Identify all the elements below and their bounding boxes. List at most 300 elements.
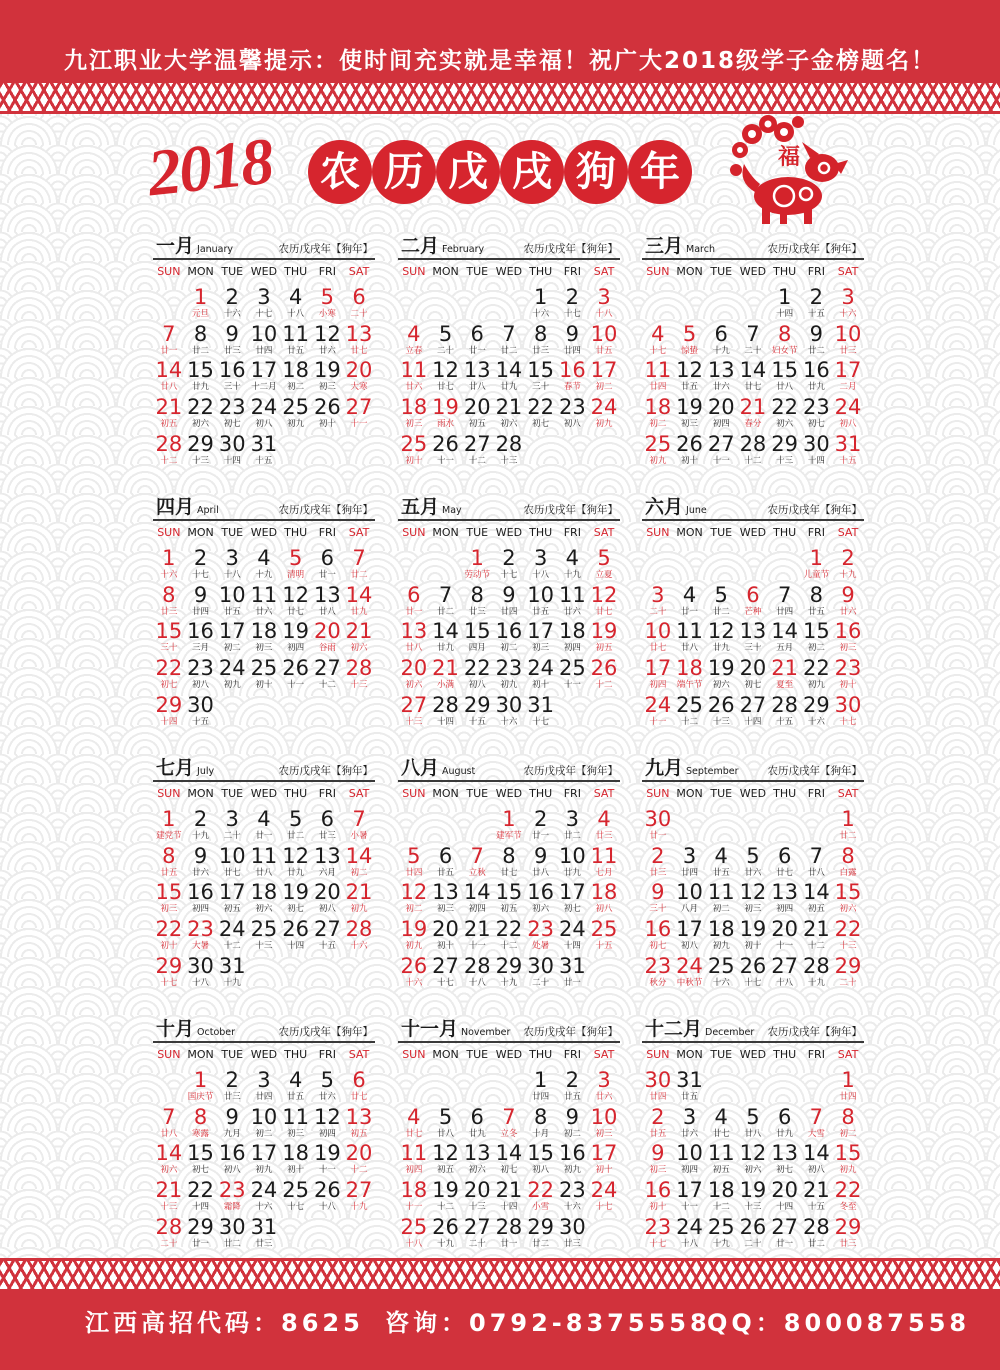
weekday-label: SUN	[157, 1048, 181, 1061]
lunar-date-label: 廿五	[681, 1092, 699, 1102]
day-number: 17	[590, 358, 618, 383]
day-number: 16	[802, 358, 830, 383]
month-name-cn: 十一月	[401, 1018, 459, 1040]
day-number: 15	[771, 358, 798, 383]
day-number: 7	[809, 1104, 824, 1129]
lunar-date-label: 霜降	[223, 1202, 241, 1213]
lunar-date-label: 初七	[776, 1165, 794, 1176]
day-number: 1	[533, 285, 548, 309]
lunar-date-label: 廿九	[712, 643, 730, 654]
day-number: 4	[407, 1104, 421, 1129]
day-number: 18	[400, 395, 428, 420]
month-name-en: July	[197, 766, 215, 777]
day-number: 11	[558, 582, 586, 607]
day-number: 17	[676, 1178, 703, 1203]
day-number: 27	[463, 431, 491, 456]
day-number: 8	[470, 582, 484, 607]
day-number: 18	[282, 358, 309, 383]
lunar-date-label: 廿六	[712, 382, 730, 393]
lunar-date-label: 廿五	[595, 345, 613, 356]
month-header-rule	[153, 519, 375, 521]
lunar-date-label: 二十	[649, 606, 667, 617]
day-number: 6	[320, 546, 335, 570]
day-number: 5	[407, 843, 421, 868]
lunar-date-label: 十五	[807, 309, 825, 319]
weekday-label: SAT	[348, 526, 370, 539]
lunar-year-label: 农历戊戌年【狗年】	[523, 765, 618, 777]
month-name-cn: 四月	[156, 496, 195, 518]
lunar-date-label: 十九	[712, 1238, 730, 1249]
weekday-label: TUE	[466, 526, 489, 539]
lunar-date-label: 廿二	[437, 606, 455, 617]
lunar-date-label: 小暑	[350, 831, 368, 841]
lunar-date-label: 十六	[807, 716, 825, 727]
day-number: 22	[834, 917, 862, 942]
day-number: 12	[400, 880, 428, 905]
day-number: 30	[187, 953, 214, 978]
weekday-label: WED	[739, 265, 767, 278]
weekday-label: THU	[773, 1048, 797, 1061]
day-number: 23	[802, 395, 830, 420]
lunar-date-label: 十五	[776, 716, 794, 727]
day-number: 20	[313, 619, 341, 644]
lunar-date-label: 廿八	[255, 867, 273, 878]
day-number: 11	[282, 1104, 309, 1129]
lunar-date-label: 初九	[287, 419, 305, 430]
lunar-date-label: 初九	[563, 1165, 581, 1176]
lunar-date-label: 廿七	[350, 345, 368, 356]
weekday-label: SUN	[157, 526, 181, 539]
lunar-date-label: 廿二	[839, 831, 857, 841]
day-number: 17	[590, 1141, 618, 1166]
day-number: 13	[345, 1104, 373, 1129]
lunar-date-label: 立冬	[500, 1128, 518, 1139]
lunar-date-label: 初五	[807, 904, 825, 915]
lunar-date-label: 十四	[807, 455, 825, 466]
lunar-date-label: 十八	[681, 1238, 699, 1249]
month-header	[153, 1018, 375, 1040]
weekday-label: THU	[284, 1048, 308, 1061]
month-header-rule	[398, 258, 620, 260]
lunar-date-label: 十一	[681, 1202, 699, 1213]
month-header-rule	[642, 258, 864, 260]
day-number: 6	[407, 582, 421, 607]
lunar-date-label: 初八	[839, 419, 857, 430]
day-number: 16	[187, 880, 214, 905]
lunar-date-label: 十四	[223, 455, 241, 466]
footer-qq: QQ：800087558	[707, 1309, 971, 1337]
lunar-date-label: 廿六	[192, 867, 210, 878]
day-number: 3	[565, 807, 580, 831]
day-number: 18	[707, 917, 735, 942]
weekday-label: SUN	[646, 787, 670, 800]
day-number: 14	[739, 358, 767, 383]
weekday-label: THU	[529, 265, 553, 278]
day-number: 29	[834, 953, 862, 978]
lunar-date-label: 廿七	[649, 643, 667, 654]
weekday-label: TUE	[466, 787, 489, 800]
lunar-date-label: 二月	[839, 382, 857, 393]
month-name-en: February	[442, 244, 485, 255]
day-number: 18	[676, 656, 703, 681]
lunar-date-label: 四月	[468, 643, 486, 654]
day-number: 13	[771, 1141, 798, 1166]
lunar-date-label: 廿七	[712, 1128, 730, 1139]
weekday-label: TUE	[466, 265, 489, 278]
day-number: 2	[533, 807, 548, 831]
lunar-date-label: 三十	[649, 904, 667, 915]
day-number: 7	[777, 582, 792, 607]
weekday-label: THU	[773, 526, 797, 539]
title-char-circle: 狗	[564, 140, 628, 204]
day-number: 1	[502, 807, 516, 831]
day-number: 28	[155, 431, 183, 456]
weekday-label: THU	[529, 1048, 553, 1061]
lunar-date-label: 廿三	[223, 345, 241, 356]
day-number: 8	[841, 843, 855, 868]
lunar-date-label: 初三	[318, 382, 336, 393]
lunar-date-label: 十五	[807, 1202, 825, 1213]
lunar-date-label: 清明	[287, 570, 305, 580]
day-number: 15	[495, 880, 523, 905]
day-number: 25	[400, 1214, 428, 1239]
lunar-date-label: 初七	[563, 904, 581, 915]
lunar-year-label: 农历戊戌年【狗年】	[767, 243, 862, 255]
lunar-date-label: 十九	[437, 1238, 455, 1249]
day-number: 10	[558, 843, 586, 868]
lunar-date-label: 十八	[318, 1202, 336, 1213]
day-number: 1	[193, 1068, 208, 1092]
day-number: 4	[651, 321, 665, 346]
day-number: 21	[495, 1178, 523, 1203]
lunar-date-label: 初五	[223, 904, 241, 915]
weekday-label: WED	[250, 526, 278, 539]
day-number: 18	[400, 1178, 428, 1203]
day-number: 28	[771, 692, 798, 717]
month-name-cn: 六月	[645, 496, 684, 518]
day-number: 13	[463, 1141, 491, 1166]
day-number: 12	[739, 880, 767, 905]
day-number: 9	[809, 321, 824, 346]
lunar-date-label: 十八	[287, 309, 305, 319]
lunar-date-label: 十二	[223, 941, 241, 952]
day-number: 3	[682, 843, 697, 868]
day-number: 29	[463, 692, 491, 717]
day-number: 27	[345, 1178, 373, 1203]
day-number: 28	[495, 431, 523, 456]
lunar-date-label: 十八	[776, 977, 794, 988]
lunar-date-label: 初七	[807, 419, 825, 430]
day-number: 9	[193, 582, 208, 607]
day-number: 27	[707, 431, 735, 456]
day-number: 2	[565, 1068, 580, 1092]
day-number: 20	[313, 880, 341, 905]
day-number: 3	[257, 1068, 271, 1092]
day-number: 22	[802, 656, 830, 681]
lunar-year-label: 农历戊戌年【狗年】	[278, 765, 373, 777]
month-name-en: August	[442, 766, 476, 777]
day-number: 6	[320, 807, 335, 831]
lunar-date-label: 初八	[807, 1165, 825, 1176]
day-number: 6	[777, 843, 792, 868]
lunar-date-label: 十九	[223, 977, 241, 988]
day-number: 12	[739, 1141, 767, 1166]
lunar-date-label: 廿五	[287, 345, 305, 356]
lunar-date-label: 廿五	[681, 382, 699, 393]
lunar-date-label: 初十	[318, 419, 336, 430]
lunar-date-label: 十一	[287, 680, 305, 691]
lunar-date-label: 廿四	[255, 1092, 273, 1102]
month-name-en: October	[197, 1027, 236, 1038]
day-number: 11	[250, 843, 278, 868]
lunar-date-label: 初七	[500, 1165, 518, 1176]
month-block	[153, 1018, 375, 1268]
lunar-date-label: 十一	[318, 1165, 336, 1176]
lunar-date-label: 廿三	[468, 606, 486, 617]
day-number: 10	[676, 880, 703, 905]
lunar-date-label: 廿九	[192, 382, 210, 393]
lunar-date-label: 廿三	[318, 831, 336, 841]
day-number: 21	[155, 395, 183, 420]
day-number: 13	[313, 843, 341, 868]
day-number: 19	[676, 395, 703, 420]
lunar-date-label: 初八	[563, 419, 581, 430]
day-number: 25	[282, 395, 309, 420]
lunar-date-label: 十七	[255, 309, 273, 319]
lunar-date-label: 小寒	[318, 309, 336, 319]
day-number: 13	[771, 880, 798, 905]
day-number: 30	[187, 692, 214, 717]
month-header-rule	[153, 1041, 375, 1043]
day-number: 3	[597, 285, 611, 309]
day-number: 12	[313, 321, 341, 346]
weekday-label: THU	[773, 265, 797, 278]
day-number: 28	[155, 1214, 183, 1239]
lunar-date-label: 初五	[468, 419, 486, 430]
day-number: 9	[193, 843, 208, 868]
lunar-date-label: 初三	[744, 904, 762, 915]
day-number: 26	[282, 917, 309, 942]
day-number: 30	[644, 807, 672, 831]
day-number: 21	[771, 656, 798, 681]
lunar-date-label: 初九	[712, 941, 730, 952]
day-number: 9	[841, 582, 855, 607]
weekday-label: SAT	[348, 787, 370, 800]
month-name-en: September	[686, 766, 739, 777]
lunar-date-label: 十三	[744, 1202, 762, 1213]
month-name-cn: 三月	[645, 235, 684, 257]
lunar-date-label: 初二	[807, 643, 825, 654]
lunar-date-label: 廿四	[681, 867, 699, 878]
month-name-en: May	[442, 505, 462, 516]
lunar-date-label: 廿五	[287, 1092, 305, 1102]
lunar-date-label: 芒种	[744, 606, 762, 617]
weekday-label: FRI	[318, 526, 336, 539]
lunar-date-label: 初三	[437, 904, 455, 915]
day-number: 3	[597, 1068, 611, 1092]
lunar-date-label: 初二	[563, 1128, 581, 1139]
lunar-date-label: 初十	[405, 455, 423, 466]
day-number: 14	[463, 880, 491, 905]
lunar-date-label: 初五	[712, 1165, 730, 1176]
day-number: 18	[707, 1178, 735, 1203]
lunar-date-label: 十五	[595, 941, 613, 952]
weekday-label: WED	[495, 526, 523, 539]
lunar-date-label: 十八	[532, 570, 550, 580]
day-number: 21	[345, 880, 373, 905]
lunar-year-label: 农历戊戌年【狗年】	[278, 243, 373, 255]
lunar-date-label: 十九	[563, 570, 581, 580]
weekday-label: MON	[187, 1048, 214, 1061]
lunar-date-label: 初五	[350, 1128, 368, 1139]
lunar-date-label: 十三	[468, 1202, 486, 1213]
lunar-date-label: 廿七	[405, 1128, 423, 1139]
lunar-date-label: 廿二	[500, 345, 518, 356]
weekday-label: MON	[187, 265, 214, 278]
day-number: 5	[320, 285, 335, 309]
lunar-date-label: 初十	[744, 941, 762, 952]
lunar-date-label: 十八	[405, 1238, 423, 1249]
lunar-date-label: 廿一	[563, 977, 581, 988]
day-number: 8	[162, 582, 176, 607]
weekday-label: THU	[284, 265, 308, 278]
lunar-date-label: 廿七	[223, 867, 241, 878]
lunar-date-label: 三十	[532, 382, 550, 393]
day-number: 22	[771, 395, 798, 420]
lunar-date-label: 十六	[563, 1202, 581, 1213]
weekday-label: TUE	[221, 526, 244, 539]
day-number: 11	[644, 358, 672, 383]
day-number: 25	[282, 1178, 309, 1203]
lunar-date-label: 立秋	[468, 867, 486, 878]
day-number: 1	[777, 285, 792, 309]
lunar-date-label: 十一	[437, 455, 455, 466]
day-number: 21	[802, 1178, 830, 1203]
lunar-date-label: 十二月	[251, 382, 277, 393]
lunar-date-label: 廿二	[807, 1238, 825, 1249]
day-number: 24	[590, 395, 618, 420]
day-number: 27	[313, 917, 341, 942]
day-number: 7	[162, 1104, 176, 1129]
day-number: 28	[345, 917, 373, 942]
day-number: 13	[345, 321, 373, 346]
day-number: 23	[558, 1178, 586, 1203]
papercut-dog-image	[722, 112, 852, 227]
lunar-date-label: 初九	[223, 680, 241, 691]
day-number: 2	[841, 546, 855, 570]
lunar-date-label: 廿二	[223, 1238, 241, 1249]
lunar-date-label: 初七	[744, 680, 762, 691]
month-header-rule	[398, 519, 620, 521]
lunar-date-label: 十五	[318, 941, 336, 952]
day-number: 7	[438, 582, 453, 607]
title-char-circle: 戌	[500, 140, 564, 204]
day-number: 9	[225, 1104, 239, 1129]
day-number: 1	[193, 285, 208, 309]
lunar-date-label: 白露	[839, 867, 857, 878]
weekday-label: MON	[187, 526, 214, 539]
day-number: 8	[162, 843, 176, 868]
day-number: 16	[495, 619, 523, 644]
lunar-date-label: 小雪	[532, 1202, 550, 1213]
day-number: 21	[345, 619, 373, 644]
day-number: 16	[218, 358, 246, 383]
lunar-date-label: 大寒	[350, 382, 368, 393]
lunar-date-label: 十四	[192, 1202, 210, 1213]
lunar-date-label: 十二	[437, 1202, 455, 1213]
day-number: 30	[834, 692, 862, 717]
day-number: 16	[834, 619, 862, 644]
lunar-date-label: 春分	[744, 419, 762, 430]
day-number: 3	[257, 285, 271, 309]
day-number: 11	[707, 880, 735, 905]
lunar-date-label: 雨水	[437, 419, 455, 430]
day-number: 13	[707, 358, 735, 383]
day-number: 10	[218, 582, 246, 607]
day-number: 14	[155, 358, 183, 383]
day-number: 28	[739, 431, 767, 456]
lunar-date-label: 初八	[318, 904, 336, 915]
lunar-year-label: 农历戊戌年【狗年】	[767, 1026, 862, 1038]
day-number: 2	[651, 1104, 665, 1129]
lunar-date-label: 初三	[287, 1128, 305, 1139]
day-number: 27	[739, 692, 767, 717]
lunar-date-label: 初二	[649, 419, 667, 430]
lunar-date-label: 十一	[712, 455, 730, 466]
day-number: 28	[802, 1214, 830, 1239]
weekday-label: WED	[495, 787, 523, 800]
day-number: 1	[809, 546, 824, 570]
lunar-date-label: 初九	[350, 904, 368, 915]
day-number: 12	[590, 582, 618, 607]
day-number: 19	[282, 619, 309, 644]
lunar-date-label: 廿一	[681, 606, 699, 617]
day-number: 19	[313, 1141, 341, 1166]
lunar-date-label: 初八	[468, 680, 486, 691]
day-number: 27	[345, 395, 373, 420]
day-number: 28	[345, 656, 373, 681]
lunar-date-label: 廿七	[776, 867, 794, 878]
lunar-date-label: 廿八	[776, 382, 794, 393]
lunar-date-label: 廿二	[192, 345, 210, 356]
day-number: 20	[400, 656, 428, 681]
day-number: 11	[400, 358, 428, 383]
day-number: 10	[218, 843, 246, 868]
lunar-year-label: 农历戊戌年【狗年】	[523, 243, 618, 255]
lunar-date-label: 端午节	[676, 680, 703, 691]
lunar-date-label: 十三	[776, 455, 794, 466]
lunar-date-label: 处暑	[532, 941, 550, 952]
lunar-date-label: 建军节	[496, 831, 522, 841]
weekday-label: SAT	[593, 1048, 615, 1061]
day-number: 11	[282, 321, 309, 346]
day-number: 6	[352, 1068, 366, 1092]
day-number: 8	[193, 321, 208, 346]
lunar-date-label: 初七	[223, 419, 241, 430]
weekday-label: SUN	[646, 265, 670, 278]
lunar-date-label: 夏至	[776, 680, 794, 691]
day-number: 1	[162, 546, 176, 570]
lunar-date-label: 十二	[681, 716, 699, 727]
lunar-date-label: 三十	[744, 643, 762, 654]
day-number: 11	[400, 1141, 428, 1166]
footer-admission-code: 江西高招代码：8625	[85, 1309, 364, 1337]
day-number: 29	[187, 1214, 214, 1239]
day-number: 14	[495, 358, 523, 383]
day-number: 9	[502, 582, 516, 607]
day-number: 29	[771, 431, 798, 456]
month-header	[642, 757, 864, 779]
